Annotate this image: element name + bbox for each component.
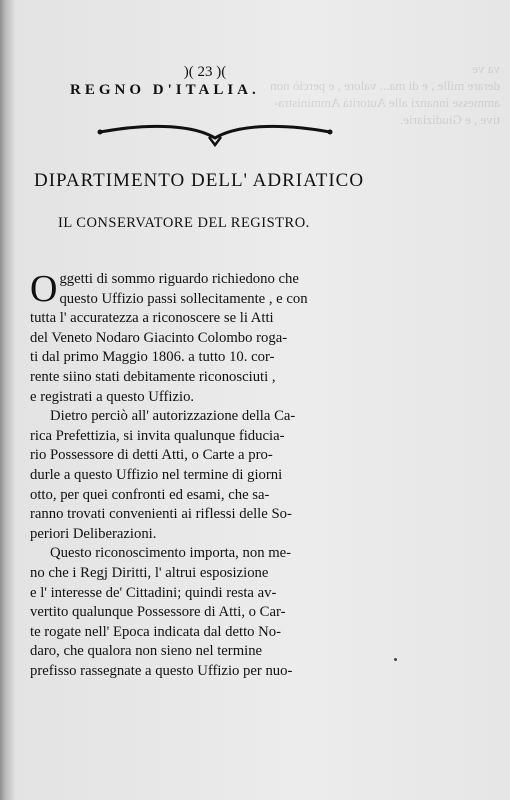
paragraph-2 bbox=[30, 407, 370, 544]
paragraph-3 bbox=[30, 544, 370, 681]
page-number: )( 23 )( bbox=[183, 64, 227, 80]
text-line: otto, per quei confronti ed esami, che sa- bbox=[30, 486, 270, 503]
text-line: Dietro perciò all' autorizzazione della Ca- bbox=[50, 408, 296, 425]
text-line: e l' interesse de' Cittadini; quindi resta av- bbox=[30, 584, 277, 601]
text-line: daro, che qualora non sieno nel termine bbox=[30, 643, 263, 660]
text-line: te rogate nell' Epoca indicata dal detto No- bbox=[30, 623, 282, 640]
text-line: durle a questo Uffizio nel termine di giorni bbox=[30, 466, 283, 483]
text-line: rio Possessore di detti Atti, o Carte a pro- bbox=[30, 447, 273, 464]
body-text bbox=[30, 270, 370, 681]
text-line: questo Uffizio passi sollecitamente , e con bbox=[59, 290, 308, 307]
text-line: periori Deliberazioni. bbox=[30, 525, 157, 542]
text-line: rica Prefettizia, si invita qualunque fiducia- bbox=[30, 427, 285, 444]
running-head: REGNO D'ITALIA. bbox=[70, 82, 260, 98]
drop-cap: O bbox=[30, 268, 58, 310]
bleed-line: ammesse innanzi alle Autorità Amministra- bbox=[273, 95, 500, 110]
text-line: Questo riconoscimento importa, non me- bbox=[50, 545, 292, 562]
text-line: rente siino stati debitamente riconosciuti , bbox=[30, 368, 276, 385]
margin-mark bbox=[394, 658, 397, 661]
office-heading: IL CONSERVATORE DEL REGISTRO. bbox=[58, 215, 310, 231]
text-line: ranno trovati convenienti ai riflessi delle So- bbox=[30, 506, 292, 523]
department-heading: DIPARTIMENTO DELL' ADRIATICO bbox=[34, 170, 365, 191]
text-line: ti dal primo Maggio 1806. a tutto 10. cor- bbox=[30, 349, 275, 366]
text-line: vertito qualunque Possessore di Atti, o Car- bbox=[30, 604, 286, 621]
ornamental-divider bbox=[95, 118, 335, 148]
bleed-line: tive , e Giudiziarie. bbox=[400, 112, 500, 127]
bleed-line: derare mille , e di ma... valore , e perciò non bbox=[270, 78, 500, 93]
text-line: del Veneto Nodaro Giacinto Colombo roga- bbox=[30, 329, 288, 346]
bleed-line: va ve bbox=[472, 61, 500, 76]
text-line: e registrati a questo Uffizio. bbox=[30, 388, 195, 405]
text-line: no che i Regj Diritti, l' altrui esposizione bbox=[30, 564, 269, 581]
paragraph-1 bbox=[30, 270, 370, 407]
text-line: prefisso rassegnate a questo Uffizio per nuo- bbox=[30, 662, 293, 679]
text-line: tutta l' accuratezza a riconoscere se li Atti bbox=[30, 310, 274, 327]
text-line: ggetti di sommo riguardo richiedono che bbox=[59, 271, 299, 287]
